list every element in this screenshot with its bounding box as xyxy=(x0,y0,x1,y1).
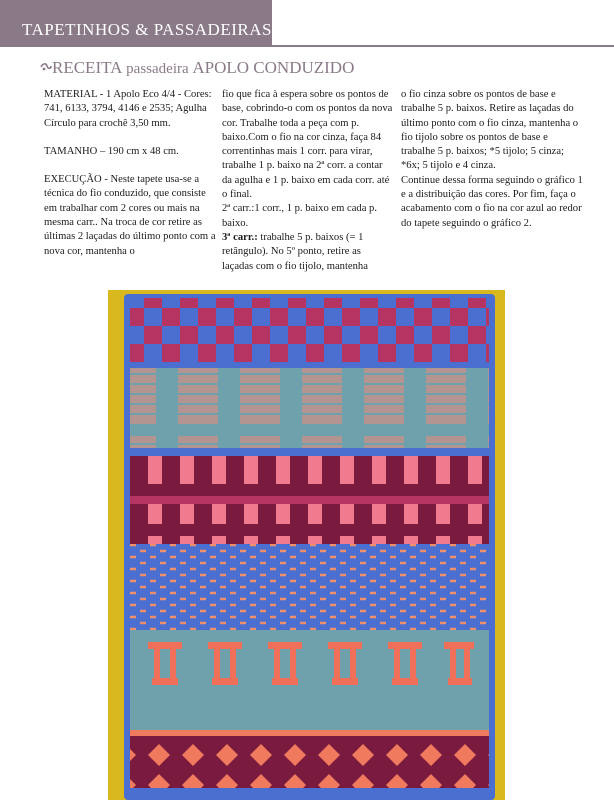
header-rule xyxy=(0,45,614,47)
row3-text: trabalhe 5 p. baixos (= 1 retângulo). No 5º ponto, retire as laçadas com o fio tijolo, mantenha xyxy=(222,231,368,272)
col2-paragraph-2: 2ª carr.:1 corr., 1 p. baixo em cada p. baixo. xyxy=(222,203,378,229)
recipe-title xyxy=(52,58,354,78)
recipe-middle: passadeira xyxy=(122,61,193,77)
row3-label: 3ª carr.: xyxy=(222,231,258,243)
col3-paragraph-2: Continue dessa forma seguindo o gráfico 1 e a distribuição das cores. Por fim, faça o acabamento com o fio na cor azul ao redor do tapete seguindo o gráfico 2. xyxy=(401,174,583,229)
execucao-paragraph: EXECUÇÃO - Neste tapete usa-se a técnica do fio conduzido, que consiste em trabalhar com 2 cores ou mais na mesma carr.. Na troca de cor retire as últimas 2 laçadas do último ponto com a nova cor, mantenha o xyxy=(44,174,216,257)
teal-coral-band xyxy=(130,368,489,448)
text-column-3 xyxy=(401,88,583,231)
section-title: TAPETINHOS & PASSADEIRAS xyxy=(22,20,272,39)
crochet-runner-photo xyxy=(108,290,505,800)
tamanho-paragraph: TAMANHO – 190 cm x 48 cm. xyxy=(44,145,179,157)
ornament-icon xyxy=(40,62,52,72)
col2-paragraph-3 xyxy=(222,231,394,274)
burgundy-band-2 xyxy=(130,504,489,544)
recipe-name: APOLO CONDUZIDO xyxy=(192,58,355,77)
speckle-band xyxy=(130,544,489,630)
diamond-band xyxy=(130,736,489,788)
recipe-prefix: RECEITA xyxy=(52,58,123,77)
burgundy-band-1 xyxy=(130,456,489,496)
watermark: PassionForum.ru xyxy=(523,783,604,794)
checker-band xyxy=(130,298,489,362)
text-column-2 xyxy=(222,88,394,274)
teal-cross-band xyxy=(130,630,489,730)
material-paragraph: MATERIAL - 1 Apolo Eco 4/4 - Cores: 741, 6133, 3794, 4146 e 2535; Agulha Círculo para crochê 3,50 mm. xyxy=(44,89,212,129)
col2-paragraph-1: fio que fica à espera sobre os pontos de base, cobrindo-o com os pontos da nova cor. Trabalhe toda a peça com p. baixo.Com o fio na cor cinza, faça 84 correntinhas mais 1 corr. para virar, trabalhe 1 p. baixo na 2ª corr. a contar da agulha e 1 p. baixo em cada corr. até o final. xyxy=(222,89,393,201)
text-column-1 xyxy=(44,88,216,259)
col3-paragraph-1: o fio cinza sobre os pontos de base e trabalhe 5 p. baixos. Retire as laçadas do último ponto com o fio cinza, mantenha o fio tijolo sobre os pontos de base e trabalhe 5 p. baixos; *5 tijolo; 5 cinza; *6x; 5 tijolo e 4 cinza. xyxy=(401,89,579,172)
